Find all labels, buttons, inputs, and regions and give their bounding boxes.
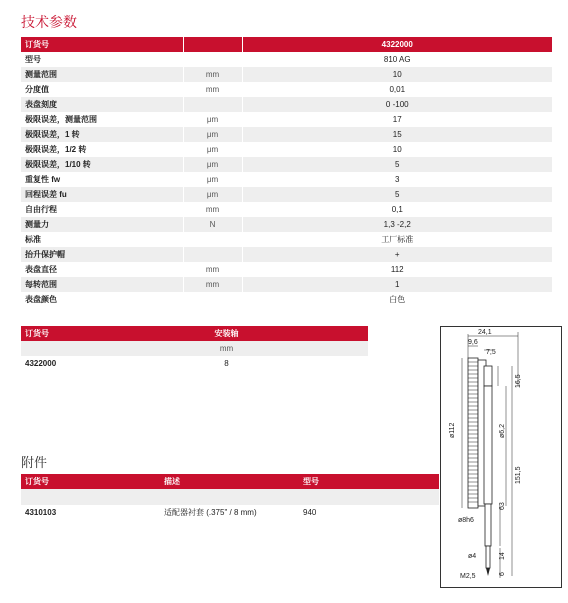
spec-row-value: 810 AG: [383, 55, 411, 64]
spec-row: [21, 247, 552, 262]
order-header-col2: 安装轴: [85, 326, 368, 341]
spec-row-unit: mm: [183, 67, 242, 82]
spec-row-value: 0 -100: [242, 97, 552, 112]
spec-row-label: 极限误差，1/2 转: [21, 142, 183, 157]
spec-row-unit: μm: [183, 142, 242, 157]
spec-row-label: 标准: [21, 232, 183, 247]
spec-row: [21, 217, 552, 232]
spec-row-value: 1,3 -2,2: [242, 217, 552, 232]
spec-row-unit: μm: [183, 157, 242, 172]
accessories-table: [21, 474, 439, 520]
accessories-title: 附件: [21, 455, 48, 470]
order-shaft: 8: [224, 359, 229, 368]
spec-row-unit: μm: [183, 172, 242, 187]
acc-model: 940: [303, 508, 317, 517]
spec-row-value: 10: [392, 145, 402, 154]
spec-row-label: 自由行程: [21, 202, 183, 217]
spec-row-unit: mm: [183, 82, 242, 97]
dim-24-1: 24,1: [478, 329, 492, 336]
spec-row: [21, 97, 552, 112]
spec-header-unit: [183, 37, 242, 52]
spec-row-unit: mm: [183, 202, 242, 217]
spec-row-value: 工厂标准: [381, 235, 414, 244]
spec-row-value: +: [242, 247, 552, 262]
spec-row-label: 表盘刻度: [21, 97, 183, 112]
acc-description: 适配器衬套 (.375" / 8 mm): [164, 508, 257, 517]
section-title: 技术参数: [21, 14, 77, 30]
acc-order-number: 4310103: [25, 508, 57, 517]
spec-row-unit: μm: [183, 187, 242, 202]
dim-dia-6-2: ø6,2: [499, 423, 506, 438]
spec-row: [21, 292, 552, 307]
spec-row-value: 15: [242, 127, 552, 142]
spec-row-label: 测量范围: [21, 67, 183, 82]
spec-row-value: 0,1: [391, 205, 403, 214]
spec-row-label: 重复性 fw: [21, 172, 183, 187]
dim-14: 14: [499, 552, 506, 560]
acc-header-col2: 描述: [160, 474, 299, 489]
spec-row: [21, 232, 552, 247]
spec-row-label: 极限误差，1 转: [21, 127, 183, 142]
spec-row-label: 表盘颜色: [21, 292, 183, 307]
spec-row-value: 5: [242, 187, 552, 202]
dim-16-5: 16,5: [515, 374, 522, 388]
spec-row-unit: μm: [183, 127, 242, 142]
spec-row: [21, 52, 552, 67]
dim-dia-112: ø112: [449, 422, 456, 438]
spec-row-value: 10: [242, 67, 552, 82]
spec-row: [21, 172, 552, 187]
spec-row-unit: mm: [183, 277, 242, 292]
accessories-data-row: [21, 505, 439, 520]
order-header-col1: 订货号: [21, 326, 85, 341]
spec-row-unit: [183, 292, 242, 307]
spec-row-value: 白色: [389, 295, 406, 304]
spec-row-label: 极限误差，1/10 转: [21, 157, 183, 172]
spec-row: [21, 112, 552, 127]
dim-151-5: 151,5: [515, 466, 522, 484]
order-data-row: [21, 356, 368, 371]
accessories-spacer-row: [21, 489, 439, 505]
spec-table: [21, 37, 552, 307]
spec-row: [21, 202, 552, 217]
spec-row-value: 0,01: [389, 85, 406, 94]
dim-9-6: 9,6: [468, 339, 478, 346]
acc-header-col3: 型号: [299, 474, 439, 489]
spec-header-label: 订货号: [21, 37, 183, 52]
spec-row-unit: [183, 247, 242, 262]
spec-row-value: 112: [390, 265, 404, 274]
spec-row-label: 极限误差，测量范围: [21, 112, 183, 127]
spec-row: [21, 142, 552, 157]
dim-6: 6: [499, 572, 506, 576]
spec-row-label: 分度值: [21, 82, 183, 97]
spec-header-row: [21, 37, 552, 52]
spec-row-label: 抬升保护帽: [21, 247, 183, 262]
technical-drawing: [440, 326, 562, 588]
spec-row: [21, 157, 552, 172]
spec-row-value: 1: [242, 277, 552, 292]
spec-row-value: 3: [395, 175, 400, 184]
spec-row-label: 每转范围: [21, 277, 183, 292]
dim-dia-4: ø4: [468, 553, 477, 560]
order-unit-row: [21, 341, 368, 356]
spec-row-unit: μm: [183, 112, 242, 127]
spec-row-value: 5: [242, 157, 552, 172]
spec-row-unit: [183, 52, 242, 67]
spec-row-label: 型号: [21, 52, 183, 67]
spec-row-unit: mm: [183, 262, 242, 277]
spec-row-label: 回程误差 fu: [21, 187, 183, 202]
spec-row: [21, 187, 552, 202]
spec-row: [21, 262, 552, 277]
spec-row-unit: [183, 232, 242, 247]
dim-dia-8h6: ø8h6: [458, 517, 474, 524]
dim-m2-5: M2,5: [460, 573, 476, 580]
order-number: 4322000: [25, 359, 57, 368]
spec-row-label: 测量力: [21, 217, 183, 232]
order-unit: mm: [85, 341, 368, 356]
accessories-header-row: [21, 474, 439, 489]
spec-header-value: 4322000: [242, 37, 552, 52]
spec-row-label: 表盘直径: [21, 262, 183, 277]
order-header-row: [21, 326, 368, 341]
order-table: [21, 326, 368, 371]
spec-row-unit: N: [183, 217, 242, 232]
acc-header-col1: 订货号: [21, 474, 160, 489]
dim-7-5: 7,5: [486, 349, 496, 356]
spec-row: [21, 82, 552, 97]
spec-row-value: 17: [392, 115, 402, 124]
dim-63: 63: [499, 502, 506, 510]
spec-row-unit: [183, 97, 242, 112]
spec-row: [21, 277, 552, 292]
spec-row: [21, 127, 552, 142]
spec-row: [21, 67, 552, 82]
